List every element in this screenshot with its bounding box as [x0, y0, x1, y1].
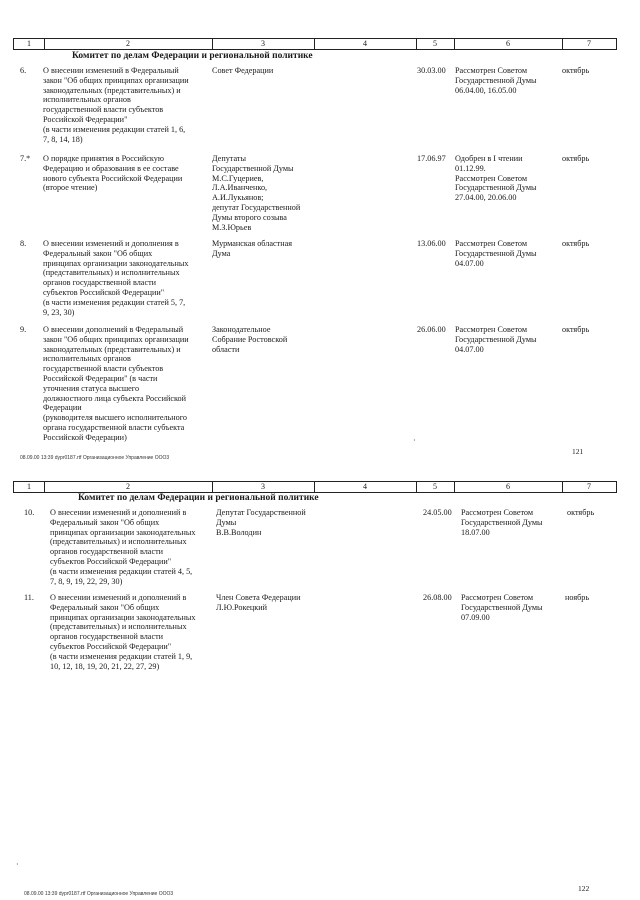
submission-date: 17.06.97 — [417, 154, 446, 163]
page-footer: 08.09.00 13:39 dypr0187.rtf Организационное Управление ООО3 — [20, 455, 170, 461]
row-number: 10. — [24, 508, 35, 517]
submission-date: 26.08.00 — [423, 593, 452, 602]
planned-month: октябрь — [562, 154, 590, 163]
submission-date: 30.03.00 — [417, 66, 446, 75]
page-number: 121 — [572, 447, 584, 456]
status: Рассмотрен Советом Государственной Думы 07.09.00 — [461, 593, 543, 622]
column-header: 1 — [27, 482, 31, 491]
submission-date: 24.05.00 — [423, 508, 452, 517]
submission-date: 13.06.00 — [417, 239, 446, 248]
row-number: 6. — [20, 66, 27, 75]
planned-month: октябрь — [562, 66, 590, 75]
table-header — [13, 481, 617, 493]
bill-title: О внесении изменений и дополнений в Федеральный закон "Об общих принципах организации законодательных (представительных) и исполнительных органов государственной власти субъектов Российской Федерации" (в части изменения редакции статей 4, 5, 7, 8, 9, 19, 22, 29, 30) — [50, 508, 196, 586]
initiator: Совет Федерации — [212, 66, 274, 75]
bill-title: О внесении изменений и дополнений в Федеральный закон "Об общих принципах организации законодательных (представительных) и исполнительных органов государственной власти субъектов Российской Федерации" (в части изменения редакции статей 1, 9, 10, 12, 18, 19, 20, 21, 22, 27, 29) — [50, 593, 196, 671]
planned-month: октябрь — [567, 508, 595, 517]
bill-title: О внесении изменений в Федеральный закон "Об общих принципах организации законодательных (представительных) и исполнительных органов государственной власти субъектов Российской Федерации" (в части изменения редакции статей 1, 6, 7, 8, 14, 18) — [43, 66, 189, 144]
page-number: 122 — [578, 884, 590, 893]
row-number: 11. — [24, 593, 34, 602]
bill-title: О внесении изменений и дополнения в Федеральный закон "Об общих принципах организации законодательных (представительных) и исполнительных органов государственной власти субъектов Российской Федерации" (в части изменения редакции статей 5, 7, 9, 23, 30) — [43, 239, 189, 317]
column-header: 5 — [433, 482, 437, 491]
row-number: 8. — [20, 239, 27, 248]
submission-date: 26.06.00 — [417, 325, 446, 334]
row-number: 9. — [20, 325, 27, 334]
scan-mark: · — [16, 860, 19, 869]
column-header: 5 — [433, 39, 437, 48]
section-title: Комитет по делам Федерации и региональной политике — [72, 51, 313, 61]
scan-mark: · — [413, 436, 416, 445]
column-header: 6 — [506, 39, 510, 48]
status: Рассмотрен Советом Государственной Думы 18.07.00 — [461, 508, 543, 537]
planned-month: октябрь — [562, 239, 590, 248]
column-header: 2 — [126, 482, 130, 491]
row-number: 7.* — [20, 154, 31, 163]
column-header: 3 — [261, 482, 265, 491]
bill-title: О внесении дополнений в Федеральный закон "Об общих принципах организации законодательных (представительных) и исполнительных органов государственной власти субъектов Российской Федерации" (в части уточнения статуса высшего должностного лица субъекта Российской Федерации (руководителя высшего исполнительного органа государственной власти субъекта Российской Федерации) — [43, 325, 189, 442]
page-footer: 08.09.00 13:39 dypr0187.rtf Организационное Управление ООО3 — [24, 891, 174, 897]
planned-month: октябрь — [562, 325, 590, 334]
column-header: 4 — [363, 39, 367, 48]
initiator: Член Совета Федерации Л.Ю.Рокецкий — [216, 593, 301, 612]
bill-title: О порядке принятия в Российскую Федерацию и образования в ее составе нового субъекта Российской Федерации (второе чтение) — [43, 154, 183, 193]
initiator: Законодательное Собрание Ростовской области — [212, 325, 288, 354]
column-header: 7 — [587, 39, 591, 48]
section-title: Комитет по делам Федерации и региональной политике — [78, 493, 319, 503]
planned-month: ноябрь — [565, 593, 590, 602]
column-header: 2 — [126, 39, 130, 48]
initiator: Депутат Государственной Думы В.В.Володин — [216, 508, 306, 537]
status: Рассмотрен Советом Государственной Думы 06.04.00, 16.05.00 — [455, 66, 537, 95]
status: Одобрен в I чтении 01.12.99. Рассмотрен Советом Государственной Думы 27.04.00, 20.06.00 — [455, 154, 537, 203]
column-header: 4 — [363, 482, 367, 491]
status: Рассмотрен Советом Государственной Думы 04.07.00 — [455, 325, 537, 354]
column-header: 1 — [27, 39, 31, 48]
initiator: Депутаты Государственной Думы М.С.Гуцериев, Л.А.Иванченко, А.И.Лукьянов; депутат Государственной Думы второго созыва М.З.Юрьев — [212, 154, 301, 232]
status: Рассмотрен Советом Государственной Думы 04.07.00 — [455, 239, 537, 268]
column-header: 6 — [506, 482, 510, 491]
column-header: 7 — [587, 482, 591, 491]
column-header: 3 — [261, 39, 265, 48]
initiator: Мурманская областная Дума — [212, 239, 292, 258]
